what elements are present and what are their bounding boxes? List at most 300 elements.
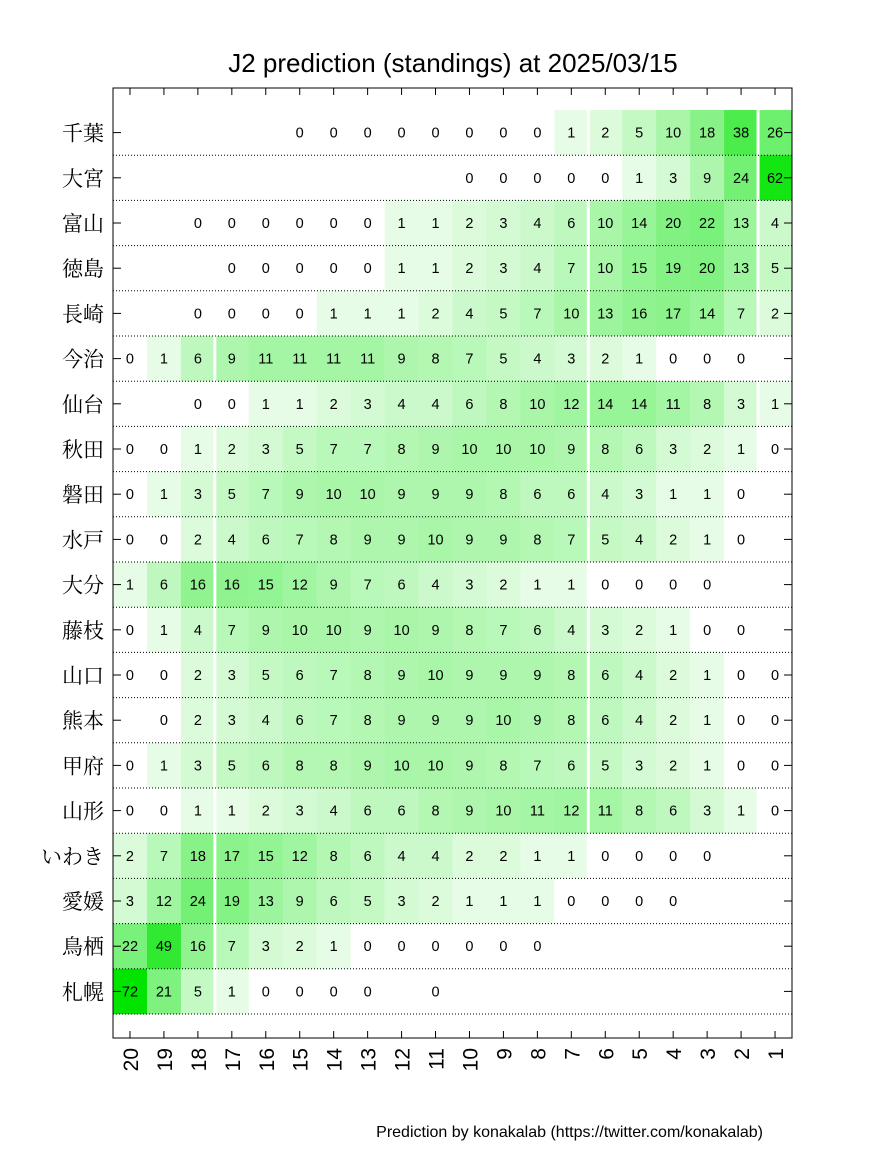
cell-value: 6	[295, 668, 304, 684]
cell-value: 2	[669, 713, 678, 730]
cell-value: 8	[703, 396, 712, 413]
cell-value: 0	[363, 125, 372, 142]
cell-value: 0	[329, 984, 338, 1001]
cell-value: 7	[465, 351, 474, 368]
team-label: 長崎	[62, 302, 104, 327]
cell-value: 2	[227, 442, 236, 458]
cell-value: 0	[295, 984, 304, 1001]
cell-value: 3	[193, 758, 202, 775]
cell-value: 3	[465, 577, 474, 594]
x-tick-label: 4	[663, 1048, 687, 1060]
cell-value: 0	[227, 396, 236, 413]
cell-value: 8	[329, 532, 338, 549]
cell-value: 7	[329, 442, 338, 458]
cell-value: 8	[363, 713, 372, 730]
cell-value: 2	[193, 668, 202, 684]
cell-value: 1	[125, 577, 135, 594]
x-tick-label: 13	[357, 1048, 381, 1072]
cell-value: 7	[159, 848, 168, 865]
cell-value: 2	[669, 668, 678, 684]
cell-value: 0	[193, 396, 202, 413]
cell-value: 0	[601, 894, 610, 910]
cell-value: 3	[261, 442, 270, 458]
cell-value: 5	[499, 306, 508, 323]
cell-value: 1	[567, 577, 576, 594]
cell-value: 11	[665, 396, 681, 413]
cell-value: 0	[533, 939, 542, 956]
cell-value: 6	[635, 442, 644, 458]
cell-value: 2	[193, 713, 202, 730]
cell-value: 3	[193, 487, 202, 504]
cell-value: 0	[770, 442, 780, 458]
cell-value: 0	[363, 939, 372, 956]
cell-value: 0	[329, 261, 338, 278]
cell-value: 10	[359, 487, 376, 504]
cell-value: 8	[465, 622, 474, 639]
cell-value: 0	[465, 170, 474, 187]
cell-value: 3	[737, 396, 746, 413]
cell-value: 2	[431, 894, 440, 910]
cell-value: 0	[125, 487, 135, 504]
cell-value: 1	[770, 396, 780, 413]
cell-value: 1	[669, 487, 678, 504]
cell-value: 4	[635, 713, 644, 730]
cell-value: 2	[770, 306, 780, 323]
cell-value: 0	[397, 125, 406, 142]
team-label: 愛媛	[62, 890, 104, 914]
cell-value: 5	[770, 261, 780, 278]
team-label: 徳島	[62, 257, 104, 282]
cell-value: 1	[159, 351, 168, 368]
cell-value: 72	[121, 984, 139, 1001]
cell-value: 9	[465, 668, 474, 684]
x-tick-label: 5	[629, 1048, 653, 1060]
cell-value: 2	[431, 306, 440, 323]
cell-value: 10	[597, 216, 614, 232]
cell-value: 9	[363, 622, 372, 639]
cell-value: 0	[635, 894, 644, 910]
cell-value: 1	[397, 306, 406, 323]
x-tick-label: 6	[595, 1048, 619, 1060]
cell-value: 0	[363, 261, 372, 278]
cell-value: 2	[329, 396, 338, 413]
cell-value: 0	[227, 306, 236, 323]
cell-value: 8	[431, 803, 440, 820]
cell-value: 15	[631, 261, 648, 278]
team-label: 千葉	[62, 121, 104, 146]
cell-value: 3	[567, 351, 576, 368]
cell-value: 8	[397, 442, 406, 458]
cell-value: 0	[329, 216, 338, 232]
team-labels	[41, 122, 105, 1005]
cell-value: 0	[159, 668, 168, 684]
cell-value: 0	[159, 442, 168, 458]
cell-value: 0	[737, 351, 746, 368]
cell-value: 0	[737, 713, 746, 730]
cell-value: 14	[699, 306, 716, 323]
cell-value: 2	[703, 442, 712, 458]
cell-value: 1	[363, 306, 372, 323]
cell-value: 4	[567, 622, 576, 639]
cell-value: 6	[567, 487, 576, 504]
cell-value: 18	[699, 125, 716, 142]
cell-value: 7	[227, 939, 236, 956]
cell-value: 10	[291, 622, 308, 639]
cell-value: 3	[227, 668, 236, 684]
cell-value: 8	[499, 396, 508, 413]
cell-value: 0	[737, 532, 746, 549]
cell-value: 0	[669, 351, 678, 368]
cell-value: 5	[227, 487, 236, 504]
cell-value: 6	[193, 351, 202, 368]
cell-value: 0	[329, 125, 338, 142]
cell-value: 13	[733, 216, 750, 232]
cell-value: 1	[329, 939, 338, 956]
cell-value: 0	[567, 894, 576, 910]
team-label: 大分	[62, 573, 104, 598]
cell-value: 17	[223, 848, 240, 865]
x-tick-label: 19	[153, 1048, 177, 1072]
cell-value: 7	[261, 487, 270, 504]
cell-value: 12	[155, 894, 172, 910]
cell-value: 6	[295, 713, 304, 730]
cell-value: 1	[703, 668, 712, 684]
cell-value: 3	[397, 894, 406, 910]
cell-value: 5	[601, 758, 610, 775]
team-label: 山形	[62, 799, 104, 824]
cell-value: 13	[257, 894, 274, 910]
cell-value: 12	[291, 848, 308, 865]
cell-value: 1	[193, 803, 202, 820]
cell-value: 9	[465, 758, 474, 775]
cell-value: 0	[533, 125, 542, 142]
cell-value: 0	[159, 532, 168, 549]
cell-value: 5	[261, 668, 270, 684]
x-tick-label: 16	[255, 1048, 279, 1072]
cell-value: 1	[533, 577, 542, 594]
x-tick-label: 15	[289, 1048, 313, 1072]
x-tick-label: 1	[765, 1048, 789, 1060]
cell-value: 9	[431, 442, 440, 458]
cell-value: 1	[431, 216, 440, 232]
cell-value: 1	[635, 351, 644, 368]
cell-value: 8	[567, 668, 576, 684]
cell-value: 10	[665, 125, 682, 142]
cell-value: 26	[766, 125, 784, 142]
cell-value: 2	[635, 622, 644, 639]
cell-value: 1	[703, 487, 712, 504]
cell-value: 0	[159, 713, 168, 730]
cell-value: 1	[295, 396, 304, 413]
cell-value: 1	[227, 984, 236, 1001]
cell-value: 6	[261, 532, 270, 549]
cell-value: 3	[227, 713, 236, 730]
cell-value: 5	[193, 984, 202, 1001]
cell-value: 0	[465, 939, 474, 956]
cell-value: 0	[737, 758, 746, 775]
cell-value: 16	[223, 577, 240, 594]
cell-value: 1	[567, 125, 576, 142]
cell-value: 5	[601, 532, 610, 549]
cell-value: 1	[227, 803, 236, 820]
cell-value: 9	[567, 442, 576, 458]
cell-value: 0	[125, 351, 135, 368]
cell-value: 0	[703, 622, 712, 639]
cell-value: 11	[292, 351, 308, 368]
cell-value: 4	[261, 713, 270, 730]
cell-value: 0	[227, 216, 236, 232]
cell-value: 1	[193, 442, 202, 458]
cell-value: 6	[329, 894, 338, 910]
cell-value: 16	[189, 577, 206, 594]
cell-value: 11	[258, 351, 274, 368]
cell-value: 9	[465, 713, 474, 730]
cell-value: 7	[363, 577, 372, 594]
cell-value: 2	[669, 532, 678, 549]
cell-value: 2	[669, 758, 678, 775]
cell-value: 0	[397, 939, 406, 956]
cell-value: 5	[635, 125, 644, 142]
cell-value: 62	[766, 170, 784, 187]
cell-value: 0	[295, 216, 304, 232]
cell-value: 6	[397, 577, 406, 594]
cell-value: 0	[533, 170, 542, 187]
cell-value: 6	[363, 848, 372, 865]
cell-value: 1	[397, 216, 406, 232]
cell-value: 1	[533, 894, 542, 910]
cell-value: 12	[563, 396, 580, 413]
cell-value: 10	[427, 758, 444, 775]
cell-value: 4	[601, 487, 610, 504]
cell-value: 7	[567, 532, 576, 549]
cell-value: 1	[329, 306, 338, 323]
cell-value: 15	[257, 577, 274, 594]
team-label: 甲府	[62, 754, 104, 779]
cell-value: 3	[635, 758, 644, 775]
x-tick-label: 8	[527, 1048, 551, 1060]
team-label: 秋田	[62, 438, 104, 462]
cell-value: 9	[329, 577, 338, 594]
cell-value: 0	[125, 668, 135, 684]
cell-value: 7	[499, 622, 508, 639]
cell-value: 0	[125, 622, 135, 639]
cell-value: 8	[567, 713, 576, 730]
cell-value: 4	[329, 803, 338, 820]
cell-value: 0	[737, 622, 746, 639]
cell-value: 1	[669, 622, 678, 639]
team-label: 今治	[62, 347, 104, 372]
cell-value: 4	[431, 848, 440, 865]
x-tick-label: 9	[493, 1048, 517, 1060]
cell-value: 0	[737, 487, 746, 504]
cell-value: 9	[703, 170, 712, 187]
cell-value: 1	[703, 532, 712, 549]
cell-value: 2	[499, 577, 508, 594]
cell-value: 5	[499, 351, 508, 368]
x-tick-label: 3	[697, 1048, 721, 1060]
cell-value: 1	[703, 713, 712, 730]
cell-value: 7	[329, 668, 338, 684]
cell-value: 9	[397, 487, 406, 504]
cell-value: 4	[431, 577, 440, 594]
x-tick-label: 12	[391, 1048, 415, 1072]
cell-value: 4	[431, 396, 440, 413]
cell-value: 0	[125, 758, 135, 775]
cell-value: 9	[533, 713, 542, 730]
cell-value: 3	[499, 261, 508, 278]
cell-value: 0	[770, 758, 780, 775]
x-tick-label: 17	[221, 1048, 245, 1072]
cell-value: 3	[363, 396, 372, 413]
cell-value: 10	[461, 442, 478, 458]
cell-value: 9	[499, 668, 508, 684]
cell-value: 3	[669, 442, 678, 458]
cell-value: 8	[601, 442, 610, 458]
x-tick-label: 18	[187, 1048, 211, 1072]
cell-value: 10	[495, 803, 512, 820]
cell-value: 3	[499, 216, 508, 232]
cell-value: 4	[397, 396, 406, 413]
cell-value: 7	[533, 758, 542, 775]
cell-value: 0	[261, 261, 270, 278]
cell-value: 4	[533, 216, 542, 232]
cell-value: 24	[189, 894, 206, 910]
cell-value: 10	[427, 668, 444, 684]
cell-value: 1	[397, 261, 406, 278]
cell-value: 9	[465, 803, 474, 820]
cell-value: 6	[601, 713, 610, 730]
chart-title: J2 prediction (standings) at 2025/03/15	[228, 48, 678, 78]
cell-value: 9	[431, 713, 440, 730]
cell-value: 4	[770, 216, 780, 232]
x-tick-label: 10	[459, 1048, 483, 1072]
cell-value: 14	[631, 216, 648, 232]
cell-value: 0	[499, 125, 508, 142]
cell-value: 22	[121, 939, 139, 956]
cell-value: 11	[529, 803, 545, 820]
cell-value: 9	[499, 532, 508, 549]
cell-value: 11	[360, 351, 376, 368]
cell-value: 6	[397, 803, 406, 820]
cell-value: 9	[363, 758, 372, 775]
cell-value: 0	[770, 713, 780, 730]
cell-value: 1	[431, 261, 440, 278]
cell-value: 0	[261, 306, 270, 323]
cell-value: 10	[495, 442, 512, 458]
cell-value: 7	[227, 622, 236, 639]
cell-value: 14	[597, 396, 614, 413]
team-label: いわき	[41, 844, 104, 869]
cell-value: 38	[733, 125, 750, 142]
cell-value: 5	[295, 442, 304, 458]
team-label: 磐田	[62, 483, 104, 508]
cell-value: 9	[397, 351, 406, 368]
cell-value: 10	[393, 622, 410, 639]
team-label: 熊本	[62, 709, 104, 734]
cell-value: 6	[567, 216, 576, 232]
cell-value: 9	[533, 668, 542, 684]
cell-value: 6	[261, 758, 270, 775]
cell-value: 9	[397, 668, 406, 684]
cell-value: 7	[567, 261, 576, 278]
cell-value: 2	[465, 261, 474, 278]
cell-value: 9	[397, 532, 406, 549]
cell-value: 9	[295, 487, 304, 504]
cell-value: 0	[465, 125, 474, 142]
cell-value: 0	[601, 577, 610, 594]
cell-value: 0	[669, 577, 678, 594]
cell-value: 22	[699, 216, 716, 232]
cell-value: 9	[465, 532, 474, 549]
cell-value: 4	[465, 306, 474, 323]
x-tick-label: 14	[323, 1048, 347, 1072]
cell-value: 0	[159, 803, 168, 820]
cell-value: 1	[499, 894, 508, 910]
cell-value: 7	[533, 306, 542, 323]
cell-value: 0	[567, 170, 576, 187]
cell-value: 0	[125, 442, 135, 458]
cell-value: 0	[635, 577, 644, 594]
cell-value: 19	[665, 261, 682, 278]
cell-value: 8	[329, 848, 338, 865]
cell-value: 7	[737, 306, 746, 323]
cell-value: 1	[635, 170, 644, 187]
cell-value: 10	[393, 758, 410, 775]
cell-value: 6	[669, 803, 678, 820]
cell-value: 2	[465, 216, 474, 232]
cell-value: 1	[703, 758, 712, 775]
cell-value: 1	[159, 622, 168, 639]
cell-value: 0	[295, 306, 304, 323]
team-label: 大宮	[62, 166, 104, 191]
team-label: 札幌	[62, 980, 104, 1005]
cell-value: 0	[703, 848, 712, 865]
team-label: 山口	[62, 664, 104, 688]
cell-value: 4	[635, 532, 644, 549]
cell-value: 2	[601, 351, 610, 368]
cell-value: 10	[597, 261, 614, 278]
cell-value: 0	[499, 170, 508, 187]
cell-value: 10	[495, 713, 512, 730]
cell-value: 2	[193, 532, 202, 549]
team-label: 仙台	[62, 392, 104, 417]
cell-value: 1	[465, 894, 474, 910]
cell-value: 1	[261, 396, 270, 413]
cell-value: 9	[397, 713, 406, 730]
cell-value: 0	[669, 848, 678, 865]
cell-value: 6	[533, 622, 542, 639]
cell-value: 10	[563, 306, 580, 323]
cell-value: 0	[261, 216, 270, 232]
cell-value: 0	[261, 984, 270, 1001]
cell-value: 3	[669, 170, 678, 187]
cell-value: 3	[601, 622, 610, 639]
team-label: 鳥栖	[62, 935, 104, 960]
cell-value: 3	[635, 487, 644, 504]
cell-value: 4	[227, 532, 236, 549]
cell-value: 4	[397, 848, 406, 865]
cell-value: 0	[635, 848, 644, 865]
cell-value: 10	[325, 622, 342, 639]
cell-value: 0	[669, 894, 678, 910]
cell-value: 49	[155, 939, 172, 956]
cell-value: 7	[363, 442, 372, 458]
cell-value: 4	[533, 351, 542, 368]
cell-value: 6	[533, 487, 542, 504]
cell-value: 1	[737, 442, 746, 458]
cell-value: 7	[329, 713, 338, 730]
cell-value: 16	[631, 306, 648, 323]
